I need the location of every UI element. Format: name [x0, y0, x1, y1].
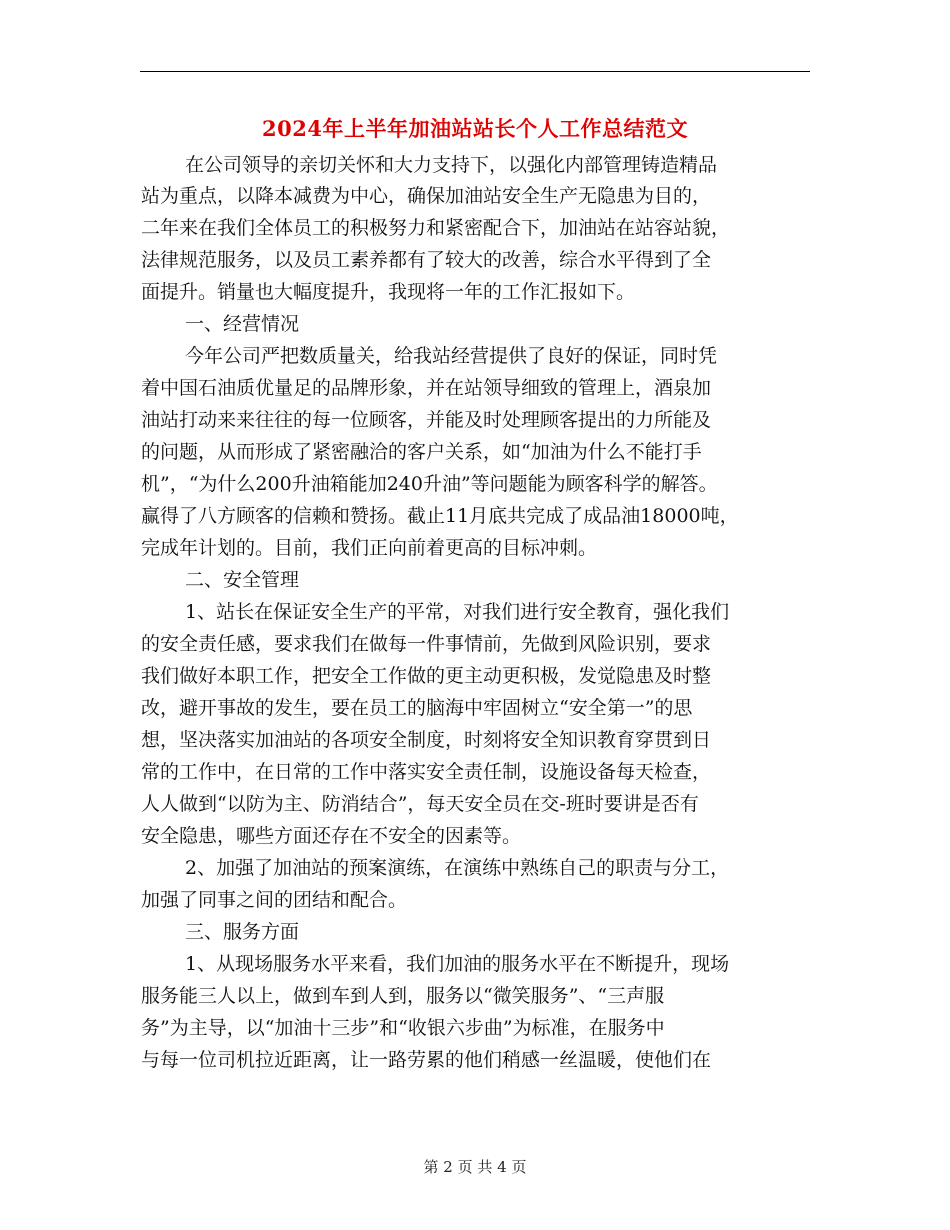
paragraph-line: 1、站长在保证安全生产的平常，对我们进行安全教育，强化我们: [185, 601, 730, 623]
paragraph-line: 机”，“为什么200升油箱能加240升油”等问题能为顾客科学的解答。: [141, 473, 718, 495]
paragraph-line: 的安全责任感，要求我们在做每一件事情前，先做到风险识别，要求: [141, 633, 712, 655]
paragraph-line: 1、从现场服务水平来看，我们加油的服务水平在不断提升，现场: [185, 953, 730, 975]
paragraph-line: 我们做好本职工作，把安全工作做的更主动更积极，发觉隐患及时整: [141, 665, 712, 687]
paragraph-line: 常的工作中，在日常的工作中落实安全责任制，设施设备每天检查，: [141, 761, 712, 783]
paragraph-line: 服务能三人以上，做到车到人到，服务以“微笑服务”、“三声服: [141, 985, 665, 1007]
paragraph-line: 法律规范服务，以及员工素养都有了较大的改善，综合水平得到了全: [141, 249, 712, 271]
paragraph-line: 今年公司严把数质量关，给我站经营提供了良好的保证，同时凭: [185, 345, 718, 367]
paragraph-line: 完成年计划的。目前，我们正向前着更高的目标冲刺。: [141, 537, 598, 559]
paragraph-line: 2、加强了加油站的预案演练，在演练中熟练自己的职责与分工，: [185, 857, 730, 879]
paragraph-line: 与每一位司机拉近距离，让一路劳累的他们稍感一丝温暖，使他们在: [141, 1049, 712, 1071]
paragraph-line: 在公司领导的亲切关怀和大力支持下，以强化内部管理铸造精品: [185, 154, 718, 176]
paragraph-line: 加强了同事之间的团结和配合。: [141, 889, 408, 911]
section-heading: 三、服务方面: [185, 921, 300, 943]
paragraph-line: 务”为主导，以“加油十三步”和“收银六步曲”为标准，在服务中: [141, 1017, 665, 1039]
document-title: 2024年上半年加油站站长个人工作总结范文: [262, 116, 688, 141]
paragraph-line: 想，坚决落实加油站的各项安全制度，时刻将安全知识教育穿贯到日: [141, 729, 712, 751]
paragraph-line: 人人做到“以防为主、防消结合”，每天安全员在交-班时要讲是否有: [141, 793, 699, 815]
paragraph-line: 二年来在我们全体员工的积极努力和紧密配合下，加油站在站容站貌，: [141, 217, 731, 239]
header-rule: [140, 71, 810, 72]
paragraph-line: 赢得了八方顾客的信赖和赞扬。截止11月底共完成了成品油18000吨，: [141, 505, 739, 527]
page-number: 第 2 页 共 4 页: [423, 1158, 527, 1176]
section-heading: 二、安全管理: [185, 569, 300, 591]
paragraph-line: 着中国石油质优量足的品牌形象，并在站领导细致的管理上，酒泉加: [141, 377, 712, 399]
paragraph-line: 的问题，从而形成了紧密融洽的客户关系，如“加油为什么不能打手: [141, 441, 702, 463]
section-heading: 一、经营情况: [185, 313, 300, 335]
paragraph-line: 面提升。销量也大幅度提升，我现将一年的工作汇报如下。: [141, 281, 636, 303]
paragraph-line: 油站打动来来往往的每一位顾客，并能及时处理顾客提出的力所能及: [141, 409, 712, 431]
paragraph-line: 站为重点，以降本减费为中心，确保加油站安全生产无隐患为目的，: [141, 185, 712, 207]
paragraph-line: 改，避开事故的发生，要在员工的脑海中牢固树立“安全第一”的思: [141, 697, 693, 719]
paragraph-line: 安全隐患，哪些方面还存在不安全的因素等。: [141, 825, 522, 847]
